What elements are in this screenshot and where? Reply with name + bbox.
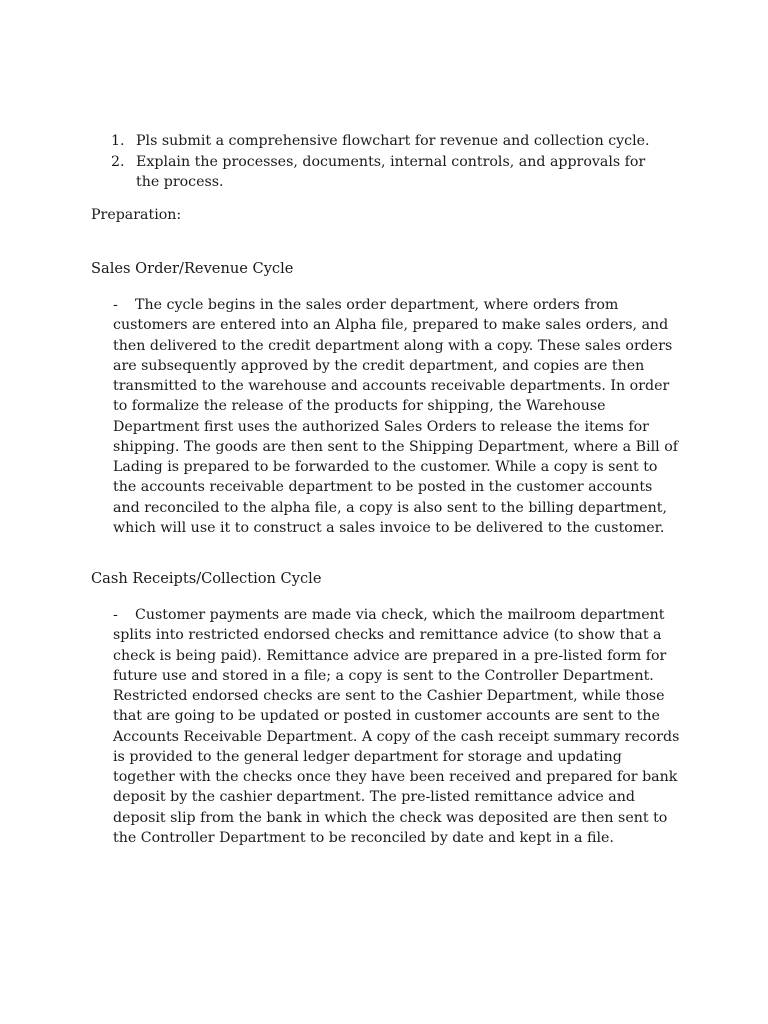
sales-cycle-paragraph (113, 295, 683, 538)
list-item (111, 152, 671, 193)
list-item-text: Pls submit a comprehensive flowchart for revenue and collection cycle. (136, 133, 650, 149)
list-number: 1. (111, 133, 125, 149)
list-item (111, 131, 671, 152)
list-number: 2. (111, 153, 125, 170)
sales-cycle-body: The cycle begins in the sales order department, where orders from customers are entered into an Alpha file, prepared to make sales orders, and then delivered to the credit department along with a copy. These sales orders are subsequently approved by the credit department, and copies are then transmitted to the warehouse and accounts receivable departments. In order to formalize the release of the products for shipping, the Warehouse Department first uses the authorized Sales Orders to release the items for shipping. The goods are then sent to the Shipping Department, where a Bill of Lading is prepared to be forwarded to the customer. While a copy is sent to the accounts receivable department to be posted in the customer accounts and reconciled to the alpha file, a copy is also sent to the billing department, which will use it to construct a sales invoice to be delivered to the customer. (113, 297, 678, 536)
bullet-dash: - (113, 607, 118, 623)
preparation-label: Preparation: (91, 207, 182, 223)
bullet-dash: - (113, 297, 118, 313)
sales-cycle-heading: Sales Order/Revenue Cycle (91, 260, 294, 277)
cash-cycle-paragraph (113, 605, 683, 848)
instructions-list (111, 131, 671, 193)
cash-cycle-heading: Cash Receipts/Collection Cycle (91, 570, 322, 587)
list-item-text: Explain the processes, documents, internal controls, and approvals for the process. (136, 153, 646, 190)
cash-cycle-body: Customer payments are made via check, which the mailroom department splits into restricted endorsed checks and remittance advice (to show that a check is being paid). Remittance advice are prepared in a pre-listed form for future use and stored in a file; a copy is sent to the Controller Department. Restricted endorsed checks are sent to the Cashier Department, while those that are going to be updated or posted in customer accounts are sent to the Accounts Receivable Department. A copy of the cash receipt summary records is provided to the general ledger department for storage and updating together with the checks once they have been received and prepared for bank deposit by the cashier department. The pre-listed remittance advice and deposit slip from the bank in which the check was deposited are then sent to the Controller Department to be reconciled by date and kept in a file. (113, 607, 680, 846)
